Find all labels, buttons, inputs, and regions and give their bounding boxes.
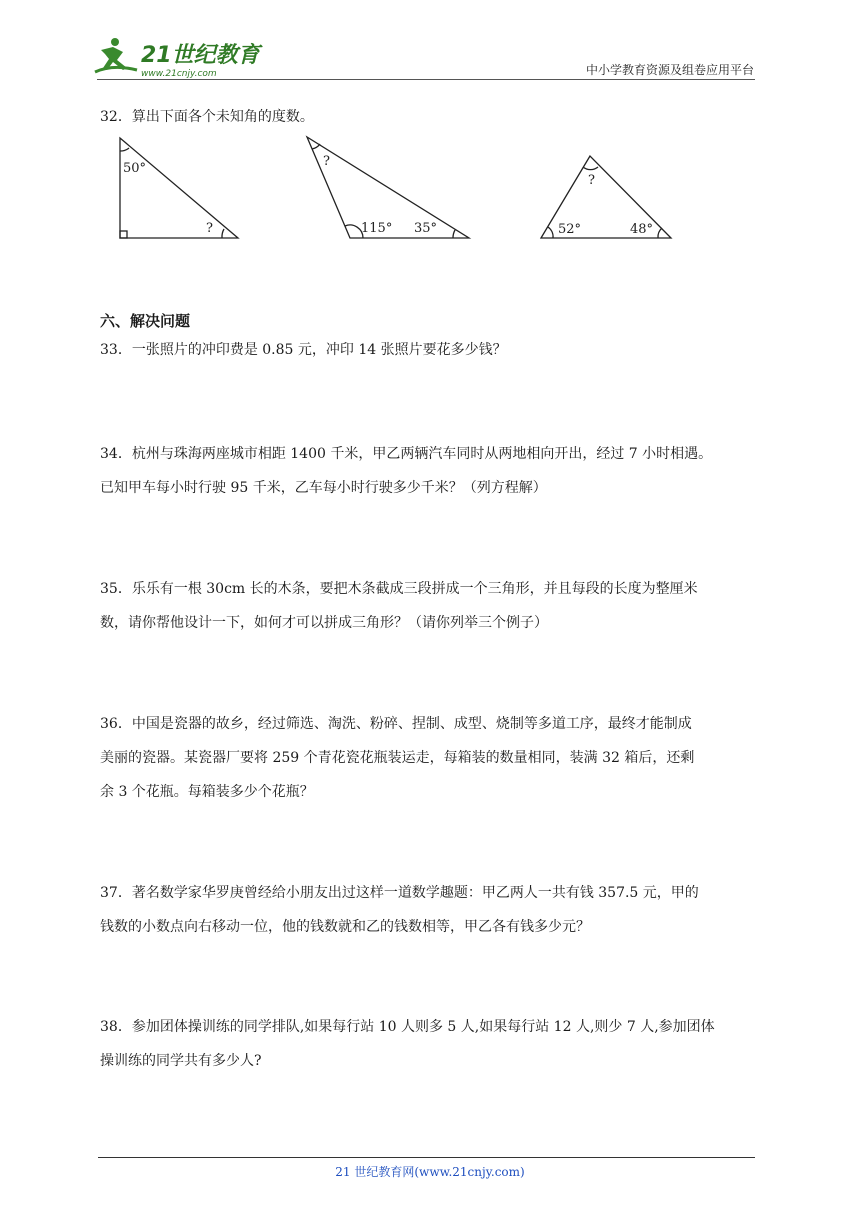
triangle-1 [120,138,238,238]
triangle-1-angle-top: 50° [123,161,147,176]
question-33 [100,333,760,367]
triangle-3-angle-right: 48° [630,222,654,237]
question-36-line-3: 余 3 个花瓶。每箱装多少个花瓶？ [100,784,314,800]
question-35-line-2: 数，请你帮他设计一下，如何才可以拼成三角形？（请你列举三个例子） [100,615,548,631]
runner-icon [95,38,137,72]
question-34 [100,437,760,505]
question-37-line-2: 钱数的小数点向右移动一位，他的钱数就和乙的钱数相等，甲乙各有钱多少元？ [100,919,590,935]
question-35-line-1: 35．乐乐有一根 30cm 长的木条，要把木条截成三段拼成一个三角形，并且每段的长度为整厘米 [100,581,698,597]
svg-text:www.21cnjy.com: www.21cnjy.com [141,69,217,79]
question-38-line-2: 操训练的同学共有多少人? [100,1053,262,1069]
platform-name: 中小学教育资源及组卷应用平台 [585,63,754,77]
triangle-2-angle-right: 35° [414,221,438,236]
question-37-line-1: 37．著名数学家华罗庚曾经给小朋友出过这样一道数学趣题：甲乙两人一共有钱 357.5 元，甲的 [100,885,699,901]
question-37 [100,876,760,944]
triangle-figures [0,130,860,250]
question-38 [100,1010,760,1078]
triangle-2-angle-left: 115° [361,221,393,236]
question-36-line-1: 36．中国是瓷器的故乡，经过筛选、淘洗、粉碎、捏制、成型、烧制等多道工序，最终才能制成 [100,716,692,732]
question-35 [100,572,760,640]
site-logo [93,34,263,80]
triangle-2-angle-top: ? [323,154,330,169]
footer-link[interactable]: 21 世纪教育网(www.21cnjy.com) [335,1165,525,1179]
question-36 [100,707,760,809]
svg-text:21世纪教育: 21世纪教育 [141,43,260,68]
page-header [0,0,860,80]
question-38-line-1: 38．参加团体操训练的同学排队,如果每行站 10 人则多 5 人,如果每行站 12 人,则少 7 人,参加团体 [100,1019,715,1035]
question-34-line-2: 已知甲车每小时行驶 95 千米，乙车每小时行驶多少千米？（列方程解） [100,480,547,496]
question-36-line-2: 美丽的瓷器。某瓷器厂要将 259 个青花瓷花瓶装运走，每箱装的数量相同，装满 32 箱后，还剩 [100,750,695,766]
footer-divider [98,1157,755,1158]
question-33-line-1: 33．一张照片的冲印费是 0.85 元，冲印 14 张照片要花多少钱？ [100,342,507,358]
section-title: 六、解决问题 [100,312,191,330]
triangle-3-angle-left: 52° [558,222,582,237]
triangle-1-angle-right: ? [206,221,213,236]
triangle-3-angle-top: ? [588,173,595,188]
question-34-line-1: 34．杭州与珠海两座城市相距 1400 千米，甲乙两辆汽车同时从两地相向开出，经过 7 小时相遇。 [100,446,713,462]
question-32: 32．算出下面各个未知角的度数。 [100,109,314,125]
header-divider [97,79,755,80]
